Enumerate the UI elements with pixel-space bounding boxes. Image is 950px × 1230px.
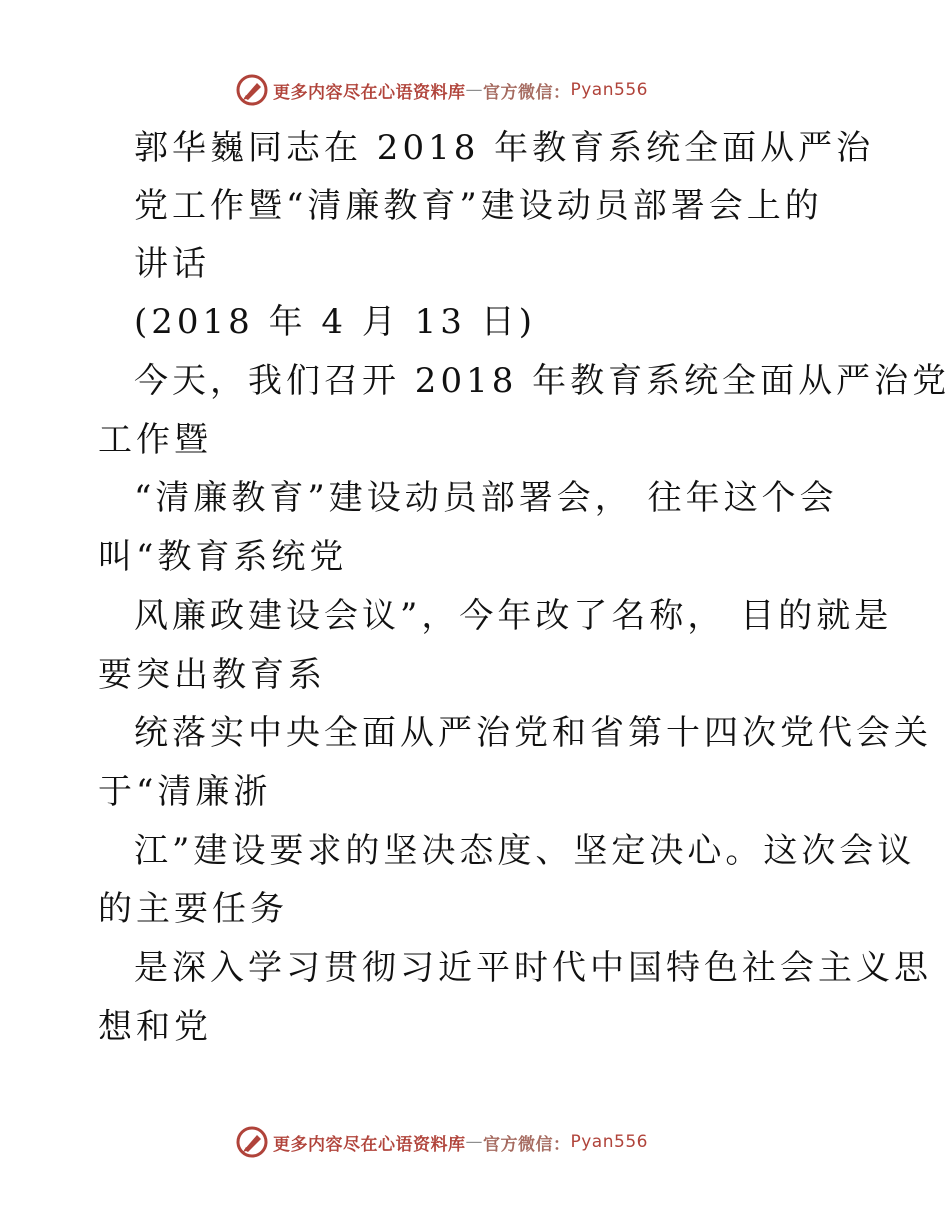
title-line-3: 讲话 [134,244,210,284]
paragraph-line: 要突出教育系 [98,655,326,695]
watermark-brand-text: 更多内容尽在心语资料库 [273,82,466,103]
watermark-footer [235,1124,715,1160]
paragraph-line: 今天，我们召开 2018 年教育系统全面从严治党 [134,361,950,401]
watermark-wechat-id: Pyan556 [570,80,648,100]
watermark-header [235,72,715,108]
watermark-wechat-label: 官方微信： [483,1134,571,1155]
paragraph-line: 想和党 [98,1007,212,1047]
paragraph-line: 江”建设要求的坚决态度、坚定决心。这次会议 [134,831,916,871]
paragraph-line: 于“清廉浙 [98,772,272,812]
paragraph-line: 统落实中央全面从严治党和省第十四次党代会关 [134,713,932,753]
pen-nib-logo-icon [235,1125,269,1159]
date-line: (2018 年 4 月 13 日) [134,302,536,342]
paragraph-line: 叫“教育系统党 [98,537,348,577]
watermark-separator: — [465,80,483,100]
paragraph-line: 是深入学习贯彻习近平时代中国特色社会主义思 [134,948,932,988]
paragraph-line: 风廉政建设会议”，今年改了名称， 目的就是 [134,596,893,636]
pen-nib-logo-icon [235,73,269,107]
title-line-1: 郭华巍同志在 2018 年教育系统全面从严治 [134,128,875,168]
paragraph-line: “清廉教育”建设动员部署会， 往年这个会 [134,478,838,518]
watermark-separator: — [465,1132,483,1152]
paragraph-line: 工作暨 [98,420,212,460]
paragraph-line: 的主要任务 [98,889,288,929]
watermark-brand-text: 更多内容尽在心语资料库 [273,1134,466,1155]
watermark-wechat-label: 官方微信： [483,82,571,103]
title-line-2: 党工作暨“清廉教育”建设动员部署会上的 [134,186,823,226]
watermark-wechat-id: Pyan556 [570,1132,648,1152]
